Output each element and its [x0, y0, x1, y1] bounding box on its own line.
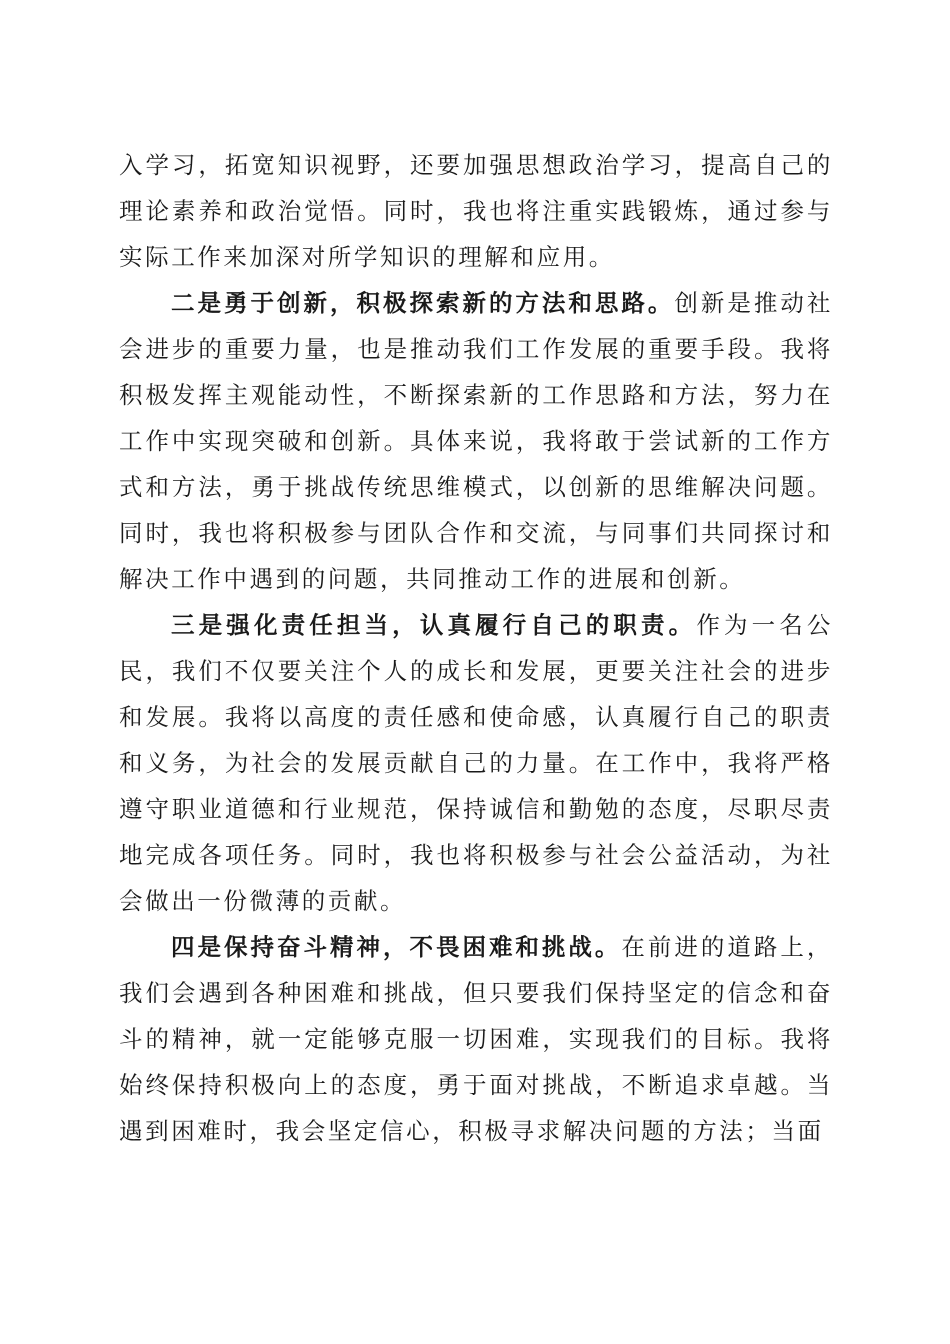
paragraph-text: 入学习，拓宽知识视野，还要加强思想政治学习，提高自己的理论素养和政治觉悟。同时，我也将注重实践锻炼，通过参与实际工作来加深对所学知识的理解和应用。 [119, 151, 833, 271]
paragraph-heading: 三是强化责任担当，认真履行自己的职责。 [171, 611, 697, 639]
document-body [119, 142, 833, 1154]
paragraph-heading: 二是勇于创新，积极探索新的方法和思路。 [171, 289, 675, 317]
paragraph-struggle [119, 924, 833, 1154]
paragraph-text: 作为一名公民，我们不仅要关注个人的成长和发展，更要关注社会的进步和发展。我将以高度的责任感和使命感，认真履行自己的职责和义务，为社会的发展贡献自己的力量。在工作中，我将严格遵守职业道德和行业规范，保持诚信和勤勉的态度，尽职尽责地完成各项任务。同时，我也将积极参与社会公益活动，为社会做出一份微薄的贡献。 [119, 611, 834, 915]
paragraph-text: 在前进的道路上，我们会遇到各种困难和挑战，但只要我们保持坚定的信念和奋斗的精神，就一定能够克服一切困难，实现我们的目标。我将始终保持积极向上的态度，勇于面对挑战，不断追求卓越。当遇到困难时，我会坚定信心，积极寻求解决问题的方法；当面 [119, 933, 833, 1145]
paragraph-innovation [119, 280, 833, 602]
paragraph-heading: 四是保持奋斗精神，不畏困难和挑战。 [171, 933, 622, 961]
paragraph-continuation [119, 142, 833, 280]
paragraph-text: 创新是推动社会进步的重要力量，也是推动我们工作发展的重要手段。我将积极发挥主观能动性，不断探索新的工作思路和方法，努力在工作中实现突破和创新。具体来说，我将敢于尝试新的工作方式和方法，勇于挑战传统思维模式，以创新的思维解决问题。同时，我也将积极参与团队合作和交流，与同事们共同探讨和解决工作中遇到的问题，共同推动工作的进展和创新。 [119, 289, 833, 593]
paragraph-responsibility [119, 602, 833, 924]
